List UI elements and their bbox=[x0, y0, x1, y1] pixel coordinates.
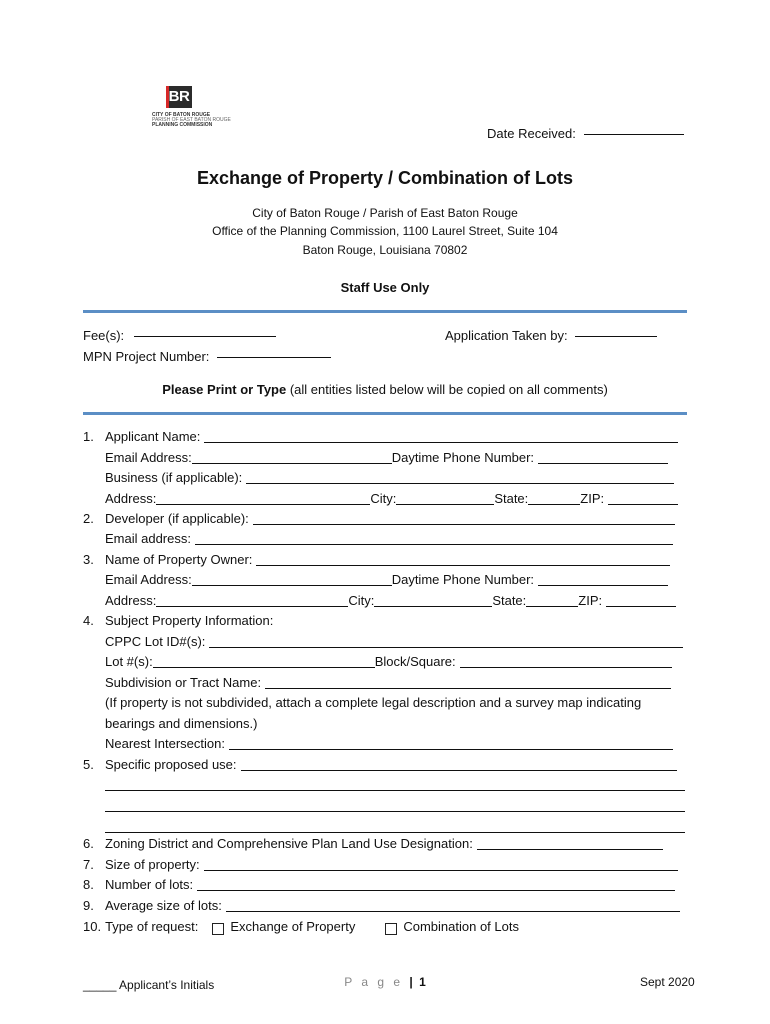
average-size-label: Average size of lots: bbox=[105, 898, 222, 913]
zoning-field[interactable] bbox=[477, 835, 663, 850]
owner-field[interactable] bbox=[256, 551, 670, 566]
business-label: Business (if applicable): bbox=[105, 470, 243, 485]
subject-property-row bbox=[105, 612, 273, 630]
item-number: 6. bbox=[83, 836, 94, 851]
owner-address-field[interactable] bbox=[156, 592, 348, 607]
print-instructions-rest: (all entities listed below will be copied on all comments) bbox=[286, 382, 608, 397]
applicant-name-label: Applicant Name: bbox=[105, 429, 201, 444]
zip-label: ZIP: bbox=[580, 491, 605, 506]
cppc-field[interactable] bbox=[209, 633, 683, 648]
request-type-row bbox=[83, 918, 519, 936]
owner-zip-label: ZIP: bbox=[578, 593, 603, 608]
applicant-zip-field[interactable] bbox=[608, 490, 678, 505]
intersection-field[interactable] bbox=[229, 735, 673, 750]
specific-use-line-4[interactable] bbox=[105, 832, 685, 833]
date-received-label: Date Received: bbox=[487, 126, 576, 141]
owner-address-label: Address: bbox=[105, 593, 157, 608]
owner-email-field[interactable] bbox=[192, 571, 392, 586]
subdivision-row bbox=[105, 674, 671, 692]
logo-line1: CITY OF BATON ROUGE bbox=[152, 112, 211, 118]
intersection-row bbox=[105, 735, 673, 753]
mpn-row bbox=[83, 343, 331, 364]
owner-phone-label: Daytime Phone Number: bbox=[391, 572, 535, 587]
developer-email-row bbox=[105, 530, 673, 548]
email-label: Email Address: bbox=[105, 450, 192, 465]
request-type-label: Type of request: bbox=[105, 919, 199, 934]
legal-note-line1 bbox=[105, 694, 641, 712]
date-received bbox=[487, 120, 684, 141]
cppc-label: CPPC Lot ID#(s): bbox=[105, 634, 206, 649]
item-number: 5. bbox=[83, 757, 94, 772]
logo-mark: BR bbox=[166, 86, 192, 108]
owner-row bbox=[105, 551, 670, 569]
legal-note-text1: (If property is not subdivided, attach a complete legal description and a survey map indicating bbox=[105, 695, 642, 710]
page-separator: | bbox=[409, 975, 413, 989]
application-taken-label: Application Taken by: bbox=[445, 328, 568, 343]
size-label: Size of property: bbox=[105, 857, 200, 872]
item-number: 7. bbox=[83, 857, 94, 872]
cppc-row bbox=[105, 633, 683, 651]
item-number: 1. bbox=[83, 429, 94, 444]
owner-state-label: State: bbox=[492, 593, 527, 608]
applicant-state-field[interactable] bbox=[528, 490, 580, 505]
applicant-email-row bbox=[105, 449, 668, 467]
applicant-address-row bbox=[105, 490, 678, 508]
item-number: 8. bbox=[83, 877, 94, 892]
applicant-city-field[interactable] bbox=[396, 490, 494, 505]
application-taken-row bbox=[445, 322, 657, 343]
specific-use-line-2[interactable] bbox=[105, 790, 685, 791]
combination-option-label: Combination of Lots bbox=[403, 919, 519, 934]
developer-row bbox=[105, 510, 675, 528]
block-field[interactable] bbox=[460, 653, 672, 668]
developer-label: Developer (if applicable): bbox=[105, 511, 249, 526]
application-taken-field[interactable] bbox=[575, 322, 657, 337]
legal-note-line2 bbox=[105, 715, 257, 733]
owner-email-label: Email Address: bbox=[105, 572, 192, 587]
item-number: 4. bbox=[83, 613, 94, 628]
specific-use-field[interactable] bbox=[241, 756, 677, 771]
address-line-2: Office of the Planning Commission, 1100 Laurel Street, Suite 104 bbox=[212, 224, 558, 238]
owner-city-field[interactable] bbox=[374, 592, 492, 607]
state-label: State: bbox=[494, 491, 529, 506]
average-size-row bbox=[105, 897, 680, 915]
print-instructions-bold: Please Print or Type bbox=[162, 382, 287, 397]
phone-label: Daytime Phone Number: bbox=[391, 450, 535, 465]
average-size-field[interactable] bbox=[226, 897, 680, 912]
applicant-address-field[interactable] bbox=[156, 490, 370, 505]
print-instructions bbox=[0, 382, 770, 397]
planning-commission-logo bbox=[150, 86, 231, 132]
date-received-field[interactable] bbox=[584, 120, 684, 135]
size-field[interactable] bbox=[204, 856, 678, 871]
lot-label: Lot #(s): bbox=[105, 654, 153, 669]
applicant-phone-field[interactable] bbox=[538, 449, 668, 464]
intersection-label: Nearest Intersection: bbox=[105, 736, 225, 751]
lot-row bbox=[105, 653, 672, 671]
number-of-lots-label: Number of lots: bbox=[105, 877, 194, 892]
item-number: 9. bbox=[83, 898, 94, 913]
owner-address-row bbox=[105, 592, 676, 610]
business-field[interactable] bbox=[246, 469, 674, 484]
address-label: Address: bbox=[105, 491, 157, 506]
specific-use-row bbox=[105, 756, 677, 774]
exchange-option-label: Exchange of Property bbox=[230, 919, 356, 934]
fees-row bbox=[83, 322, 276, 343]
subject-property-label: Subject Property Information: bbox=[105, 613, 274, 628]
number-of-lots-field[interactable] bbox=[197, 876, 675, 891]
subdivision-label: Subdivision or Tract Name: bbox=[105, 675, 262, 690]
combination-checkbox[interactable] bbox=[385, 923, 397, 935]
legal-note-text2: bearings and dimensions.) bbox=[105, 716, 258, 731]
fees-label: Fee(s): bbox=[83, 328, 125, 343]
applicant-name-row bbox=[105, 428, 678, 446]
logo-accent bbox=[166, 86, 169, 108]
staff-use-heading: Staff Use Only bbox=[340, 280, 430, 295]
owner-label: Name of Property Owner: bbox=[105, 552, 253, 567]
page-title: Exchange of Property / Combination of Lots bbox=[196, 168, 574, 188]
developer-email-field[interactable] bbox=[195, 530, 673, 545]
developer-email-label: Email address: bbox=[105, 531, 191, 546]
size-row bbox=[105, 856, 678, 874]
zoning-label: Zoning District and Comprehensive Plan Land Use Designation: bbox=[105, 836, 473, 851]
item-number: 10. bbox=[83, 919, 102, 934]
owner-email-row bbox=[105, 571, 668, 589]
address-line-3: Baton Rouge, Louisiana 70802 bbox=[302, 243, 468, 257]
logo-line3: PLANNING COMMISSION bbox=[152, 122, 213, 128]
applicant-initials: _____ Applicant’s Initials bbox=[83, 978, 215, 992]
fees-field[interactable] bbox=[134, 322, 276, 337]
specific-use-line-3[interactable] bbox=[105, 811, 685, 812]
applicant-email-field[interactable] bbox=[192, 449, 392, 464]
zoning-row bbox=[105, 835, 663, 853]
owner-state-field[interactable] bbox=[526, 592, 578, 607]
exchange-checkbox[interactable] bbox=[212, 923, 224, 935]
page-label: P a g e bbox=[344, 975, 410, 989]
address-line-1: City of Baton Rouge / Parish of East Baton Rouge bbox=[252, 206, 518, 220]
owner-zip-field[interactable] bbox=[606, 592, 676, 607]
item-number: 3. bbox=[83, 552, 94, 567]
revision-date: Sept 2020 bbox=[640, 975, 695, 989]
business-row bbox=[105, 469, 674, 487]
divider-bottom bbox=[83, 412, 687, 415]
owner-phone-field[interactable] bbox=[538, 571, 668, 586]
logo-line2: PARISH OF EAST BATON ROUGE bbox=[152, 117, 231, 123]
mpn-field[interactable] bbox=[217, 343, 331, 358]
lot-field[interactable] bbox=[153, 653, 375, 668]
applicant-name-field[interactable] bbox=[204, 428, 678, 443]
specific-use-label: Specific proposed use: bbox=[105, 757, 237, 772]
item-number: 2. bbox=[83, 511, 94, 526]
mpn-label: MPN Project Number: bbox=[83, 349, 210, 364]
divider-top bbox=[83, 310, 687, 313]
subdivision-field[interactable] bbox=[265, 674, 671, 689]
block-label: Block/Square: bbox=[374, 654, 456, 669]
number-of-lots-row bbox=[105, 876, 675, 894]
owner-city-label: City: bbox=[348, 593, 375, 608]
page-num: 1 bbox=[419, 975, 426, 989]
city-label: City: bbox=[370, 491, 397, 506]
developer-field[interactable] bbox=[253, 510, 675, 525]
